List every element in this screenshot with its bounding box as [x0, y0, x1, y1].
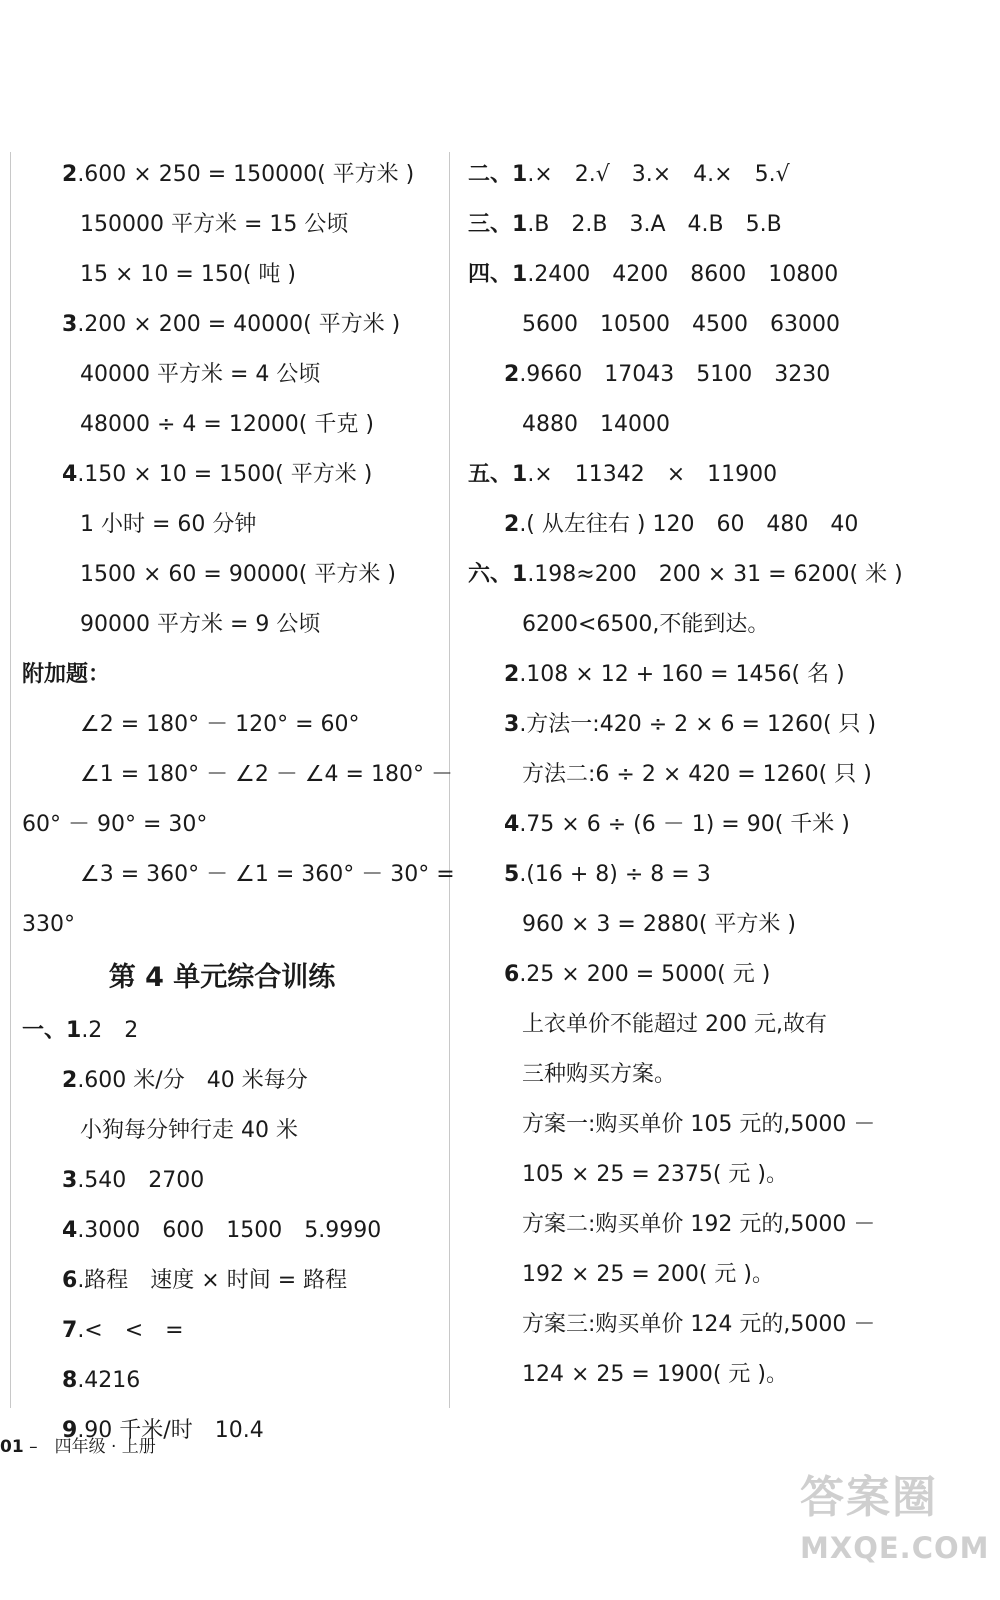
item-number: 一、1: [22, 1018, 82, 1043]
answer-text: 90000 平方米 = 9 公顷: [80, 612, 321, 637]
answer-line: [468, 900, 888, 950]
answer-line: [22, 900, 442, 950]
answer-line: [22, 550, 442, 600]
answer-line: [22, 1056, 442, 1106]
answer-text: 40000 平方米 = 4 公顷: [80, 362, 321, 387]
answer-line: [468, 1150, 888, 1200]
answer-text: 960 × 3 = 2880( 平方米 ): [522, 912, 796, 937]
answer-text: 124 × 25 = 1900( 元 )。: [522, 1362, 788, 1387]
answer-text: 5600 10500 4500 63000: [522, 312, 840, 337]
answer-text: 方案三:购买单价 124 元的,5000 －: [522, 1312, 876, 1337]
answer-text: 方案二:购买单价 192 元的,5000 －: [522, 1212, 876, 1237]
answer-line: [22, 750, 453, 800]
answer-line: [468, 600, 888, 650]
answer-text: .× 11342 × 11900: [527, 462, 778, 487]
item-number: 六、1: [468, 562, 528, 587]
answer-text: .方法一:420 ÷ 2 × 6 = 1260( 只 ): [519, 712, 877, 737]
item-number: 4: [504, 812, 520, 837]
answer-line: [468, 1250, 888, 1300]
item-number: 4: [62, 1218, 78, 1243]
answer-line: [22, 800, 442, 850]
answer-line: [22, 1156, 442, 1206]
answer-text: 60° － 90° = 30°: [22, 812, 208, 837]
answer-line: [468, 450, 888, 500]
answer-text: .198≈200 200 × 31 = 6200( 米 ): [527, 562, 903, 587]
answer-text: 330°: [22, 912, 75, 937]
answer-line: [468, 750, 888, 800]
answer-text: 6200<6500,不能到达。: [522, 612, 770, 637]
item-number: 2: [62, 162, 78, 187]
answer-line: [468, 1050, 888, 1100]
answer-line: [468, 700, 888, 750]
answer-text: .2 2: [81, 1018, 139, 1043]
item-number: 3: [62, 1168, 78, 1193]
answer-text: .540 2700: [77, 1168, 205, 1193]
item-number: 3: [504, 712, 520, 737]
answer-text: .200 × 200 = 40000( 平方米 ): [77, 312, 401, 337]
watermark-logo: [800, 1468, 990, 1594]
answer-text: .B 2.B 3.A 4.B 5.B: [527, 212, 782, 237]
answer-text: ∠1 = 180° － ∠2 － ∠4 = 180° －: [80, 762, 453, 787]
unit-heading: 第 4 单元综合训练: [108, 962, 336, 993]
answer-text: .600 × 250 = 150000( 平方米 ): [77, 162, 415, 187]
answer-line: [468, 1350, 888, 1400]
answer-line: [22, 1206, 442, 1256]
answer-line: [468, 850, 888, 900]
watermark-title: 答案圈: [800, 1472, 938, 1523]
item-number: 6: [62, 1268, 78, 1293]
answer-text: 15 × 10 = 150( 吨 ): [80, 262, 296, 287]
answer-line: [468, 350, 888, 400]
answer-text: .25 × 200 = 5000( 元 ): [519, 962, 771, 987]
answer-line: [468, 950, 888, 1000]
answer-line: [468, 1300, 888, 1350]
left-margin-rule: [10, 152, 11, 1408]
answer-line: [468, 550, 903, 600]
answer-text: .9660 17043 5100 3230: [519, 362, 831, 387]
answer-text: .90 千米/时 10.4: [77, 1418, 264, 1443]
item-number: 7: [62, 1318, 78, 1343]
left-answers-part2: [22, 1006, 442, 1456]
answer-line: [22, 650, 442, 700]
right-answers: [468, 150, 903, 1400]
answer-line: [22, 1106, 442, 1156]
answer-line: [468, 150, 888, 200]
answer-line: [22, 350, 442, 400]
answer-text: ∠3 = 360° － ∠1 = 360° － 30° =: [80, 862, 455, 887]
item-number: 二、1: [468, 162, 528, 187]
answer-text: .× 2.√ 3.× 4.× 5.√: [527, 162, 790, 187]
answer-line: [22, 1306, 442, 1356]
answer-text: 192 × 25 = 200( 元 )。: [522, 1262, 774, 1287]
answer-line: [468, 650, 888, 700]
item-number: 2: [504, 362, 520, 387]
item-number: 5: [504, 862, 520, 887]
answer-text: .3000 600 1500 5.9990: [77, 1218, 382, 1243]
answer-text: .2400 4200 8600 10800: [527, 262, 839, 287]
footer-separator: –: [23, 1437, 38, 1457]
item-number: 五、1: [468, 462, 528, 487]
answer-text: .150 × 10 = 1500( 平方米 ): [77, 462, 373, 487]
left-answers-part1: [22, 150, 455, 950]
answer-line: [468, 250, 888, 300]
answer-line: [22, 1006, 442, 1056]
item-number: 6: [504, 962, 520, 987]
item-number: 9: [62, 1418, 78, 1443]
answer-text: 附加题：: [22, 662, 111, 687]
answer-text: .600 米/分 40 米每分: [77, 1068, 308, 1093]
answer-line: [22, 1256, 442, 1306]
answer-line: [22, 600, 442, 650]
answer-line: [22, 200, 442, 250]
answer-text: .路程 速度 × 时间 = 路程: [77, 1268, 348, 1293]
item-number: 3: [62, 312, 78, 337]
answer-line: [22, 700, 442, 750]
item-number: 四、1: [468, 262, 528, 287]
answer-text: ∠2 = 180° － 120° = 60°: [80, 712, 360, 737]
answer-text: 1 小时 = 60 分钟: [80, 512, 257, 537]
item-number: 三、1: [468, 212, 528, 237]
answer-line: [468, 400, 888, 450]
answer-line: [468, 1100, 888, 1150]
answer-text: 方法二:6 ÷ 2 × 420 = 1260( 只 ): [522, 762, 872, 787]
answer-text: 1500 × 60 = 90000( 平方米 ): [80, 562, 396, 587]
answer-text: .( 从左往右 ) 120 60 480 40: [519, 512, 859, 537]
watermark-url: MXQE.COM: [800, 1531, 990, 1565]
grade-label: 四年级 · 上册: [37, 1437, 156, 1457]
left-column: [22, 150, 455, 1456]
answer-text: 105 × 25 = 2375( 元 )。: [522, 1162, 788, 1187]
answer-line: [22, 450, 442, 500]
right-column: [468, 150, 903, 1400]
answer-text: .4216: [77, 1368, 141, 1393]
answer-line: [22, 150, 442, 200]
answer-text: 小狗每分钟行走 40 米: [80, 1118, 298, 1143]
answer-text: .108 × 12 + 160 = 1456( 名 ): [519, 662, 845, 687]
answer-text: .(16 + 8) ÷ 8 = 3: [519, 862, 711, 887]
item-number: 4: [62, 462, 78, 487]
answer-text: 方案一:购买单价 105 元的,5000 －: [522, 1112, 876, 1137]
item-number: 2: [62, 1068, 78, 1093]
answer-line: [22, 850, 455, 900]
answer-text: 150000 平方米 = 15 公顷: [80, 212, 349, 237]
answer-line: [22, 250, 442, 300]
answer-line: [468, 1000, 888, 1050]
answer-line: [468, 300, 888, 350]
answer-text: 48000 ÷ 4 = 12000( 千克 ): [80, 412, 374, 437]
page-footer: [0, 1432, 156, 1462]
answer-text: .75 × 6 ÷ (6 － 1) = 90( 千米 ): [519, 812, 850, 837]
answer-line: [468, 200, 888, 250]
answer-line: [22, 500, 442, 550]
answer-text: 4880 14000: [522, 412, 670, 437]
answer-text: 上衣单价不能超过 200 元,故有: [522, 1012, 827, 1037]
answer-line: [22, 400, 442, 450]
answer-line: [22, 300, 442, 350]
answer-line: [468, 800, 888, 850]
answer-line: [468, 500, 888, 550]
item-number: 8: [62, 1368, 78, 1393]
answer-text: 三种购买方案。: [522, 1062, 677, 1087]
answer-text: .< < =: [77, 1318, 184, 1343]
page-number: 01: [0, 1437, 24, 1457]
item-number: 2: [504, 662, 520, 687]
item-number: 2: [504, 512, 520, 537]
answer-line: [468, 1200, 888, 1250]
answer-line: [22, 1356, 442, 1406]
